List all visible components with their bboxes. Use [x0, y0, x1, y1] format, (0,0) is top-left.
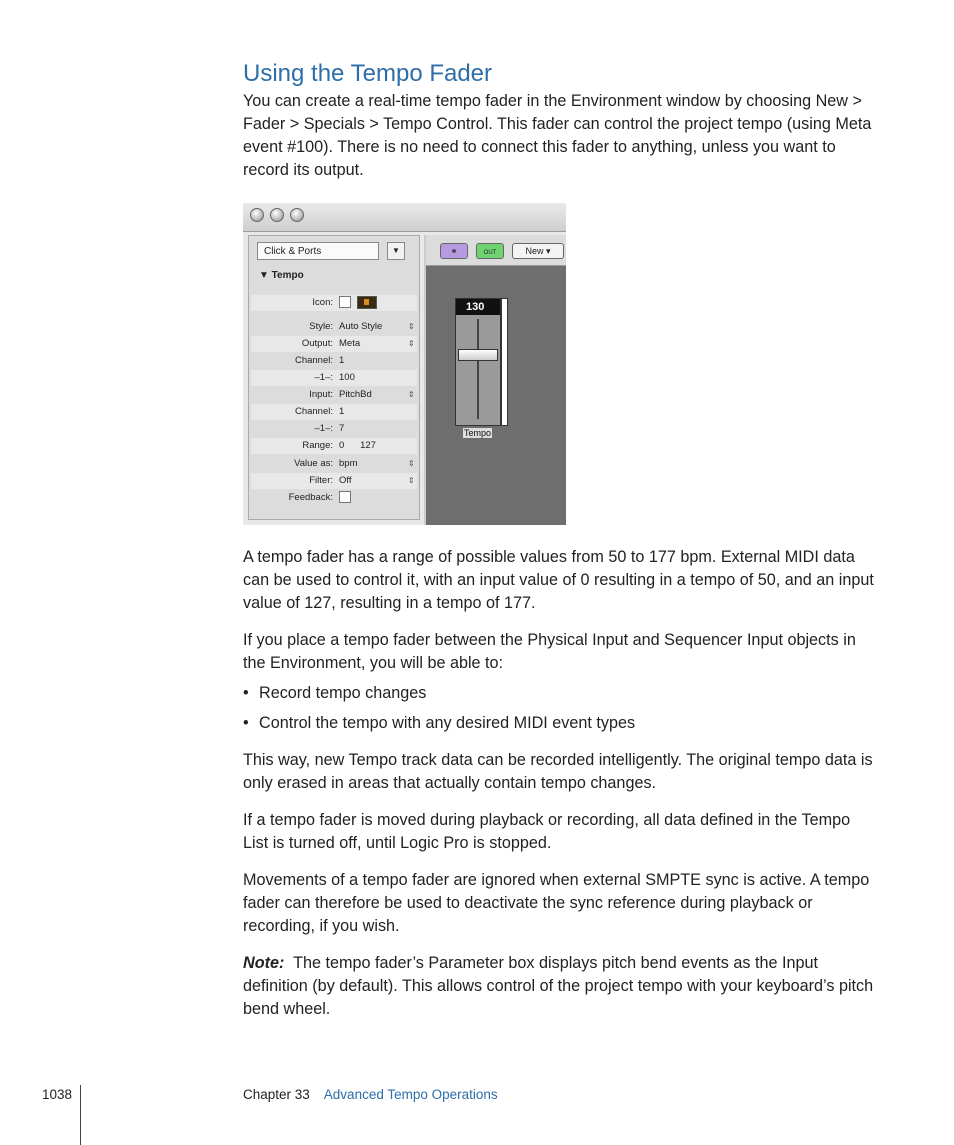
bullet-item — [243, 682, 426, 705]
fader-value-display: 130 — [456, 299, 500, 315]
playback-paragraph: If a tempo fader is moved during playback or recording, all data defined in the Tempo List is turned off, until Logic Pro is stopped. — [243, 811, 851, 852]
section-label: Advanced Tempo Operations — [323, 1087, 498, 1102]
param-value — [339, 490, 351, 506]
midi-out-icon: OUT — [476, 243, 504, 259]
intro-paragraph: You can create a real-time tempo fader in the Environment window by choosing New > Fader > Specials > Tempo Control. This fader can control the project tempo (using Meta event #100). There is no need to connect this fader to anything, unless you want to record its output. — [243, 92, 872, 179]
page-number: 1038 — [42, 1087, 73, 1102]
param-row-feedback — [251, 490, 417, 506]
param-value: PitchBd — [339, 389, 372, 400]
param-value: 100 — [339, 372, 355, 383]
inspector-panel — [248, 235, 420, 520]
param-value: bpm — [339, 458, 358, 469]
param-row-output — [251, 336, 417, 352]
param-value: 1 — [339, 406, 345, 417]
param-value: Off — [339, 475, 352, 486]
updown-arrows-icon: ⇕ — [408, 322, 415, 331]
param-label: Value as: — [294, 458, 333, 469]
fader-thumbnail-icon — [357, 296, 377, 309]
param-value — [339, 295, 377, 311]
param-label: Icon: — [312, 297, 333, 308]
updown-arrows-icon: ⇕ — [408, 339, 415, 348]
tempo-section-title: ▼ Tempo — [259, 270, 304, 281]
param-row-input — [251, 387, 417, 403]
param-label: Output: — [301, 338, 333, 349]
updown-arrows-icon: ⇕ — [408, 476, 415, 485]
fader-track — [477, 319, 479, 419]
note-label: Note: — [243, 954, 285, 972]
param-label: Input: — [309, 389, 333, 400]
param-row-meta-number — [251, 370, 417, 386]
new-menu-button: New ▾ — [512, 243, 564, 259]
environment-area — [424, 235, 566, 525]
recording-paragraph: This way, new Tempo track data can be recorded intelligently. The original tempo data is only erased in areas that actually contain tempo changes. — [243, 751, 873, 792]
fader-name-label: Tempo — [464, 428, 492, 438]
param-row-filter — [251, 473, 417, 489]
smpte-paragraph: Movements of a tempo fader are ignored when external SMPTE sync is active. A tempo fader can therefore be used to deactivate the sync reference during playback or recording, if you wish. — [243, 871, 870, 935]
param-label: –1–: — [314, 423, 333, 434]
param-row-channel — [251, 353, 417, 369]
chapter-footer — [243, 1087, 498, 1102]
placement-paragraph: If you place a tempo fader between the Physical Input and Sequencer Input objects in the Environment, you will be able to: — [243, 631, 856, 672]
bullet-text: Record tempo changes — [259, 684, 427, 702]
bullet-text: Control the tempo with any desired MIDI event types — [259, 714, 636, 732]
zoom-window-icon — [290, 208, 304, 222]
bullet-item — [243, 712, 635, 735]
param-value: 7 — [339, 423, 345, 434]
param-value: 1 — [339, 355, 345, 366]
bullet-mark: • — [243, 714, 249, 732]
tempo-fader — [455, 298, 501, 426]
page-heading: Using the Tempo Fader — [243, 60, 493, 87]
chapter-label: Chapter 33 — [243, 1087, 310, 1102]
param-label: Channel: — [294, 406, 333, 417]
param-value: Meta — [339, 338, 361, 349]
bullet-mark: • — [243, 684, 249, 702]
param-row-input-channel — [251, 404, 417, 420]
param-row-style — [251, 319, 417, 335]
param-label: –1–: — [314, 372, 333, 383]
footer-divider — [80, 1085, 81, 1145]
updown-arrows-icon: ⇕ — [408, 459, 415, 468]
param-label: Style: — [309, 321, 333, 332]
param-row-range — [251, 438, 417, 454]
param-value: Auto Style — [339, 321, 383, 332]
window-titlebar — [243, 203, 566, 232]
environment-toolbar — [426, 235, 566, 266]
note-text: The tempo fader’s Parameter box displays pitch bend events as the Input definition (by default). This allows control of the project tempo with your keyboard’s pitch bend wheel. — [243, 954, 874, 1018]
fader-connector-strip — [501, 298, 508, 426]
fader-cap — [458, 349, 498, 361]
param-label: Channel: — [294, 355, 333, 366]
param-value: 0 127 — [339, 440, 376, 451]
param-label: Feedback: — [288, 492, 333, 503]
feedback-checkbox — [339, 491, 351, 503]
environment-screenshot — [243, 203, 566, 525]
layer-dropdown: Click & Ports — [257, 242, 379, 260]
icon-checkbox — [339, 296, 351, 308]
minimize-window-icon — [270, 208, 284, 222]
note-paragraph — [243, 952, 875, 1021]
param-label: Filter: — [309, 475, 333, 486]
param-label: Range: — [302, 440, 333, 451]
param-row-icon — [251, 295, 417, 311]
param-row-input-number — [251, 421, 417, 437]
close-window-icon — [250, 208, 264, 222]
updown-arrows-icon: ⇕ — [408, 390, 415, 399]
param-row-value-as — [251, 456, 417, 472]
dropdown-arrow-icon: ▼ — [387, 242, 405, 260]
range-paragraph: A tempo fader has a range of possible values from 50 to 177 bpm. External MIDI data can be used to control it, with an input value of 0 resulting in a tempo of 50, and an input value of 127, resulting in a tempo of 177. — [243, 548, 874, 612]
link-icon: ⚭ — [440, 243, 468, 259]
